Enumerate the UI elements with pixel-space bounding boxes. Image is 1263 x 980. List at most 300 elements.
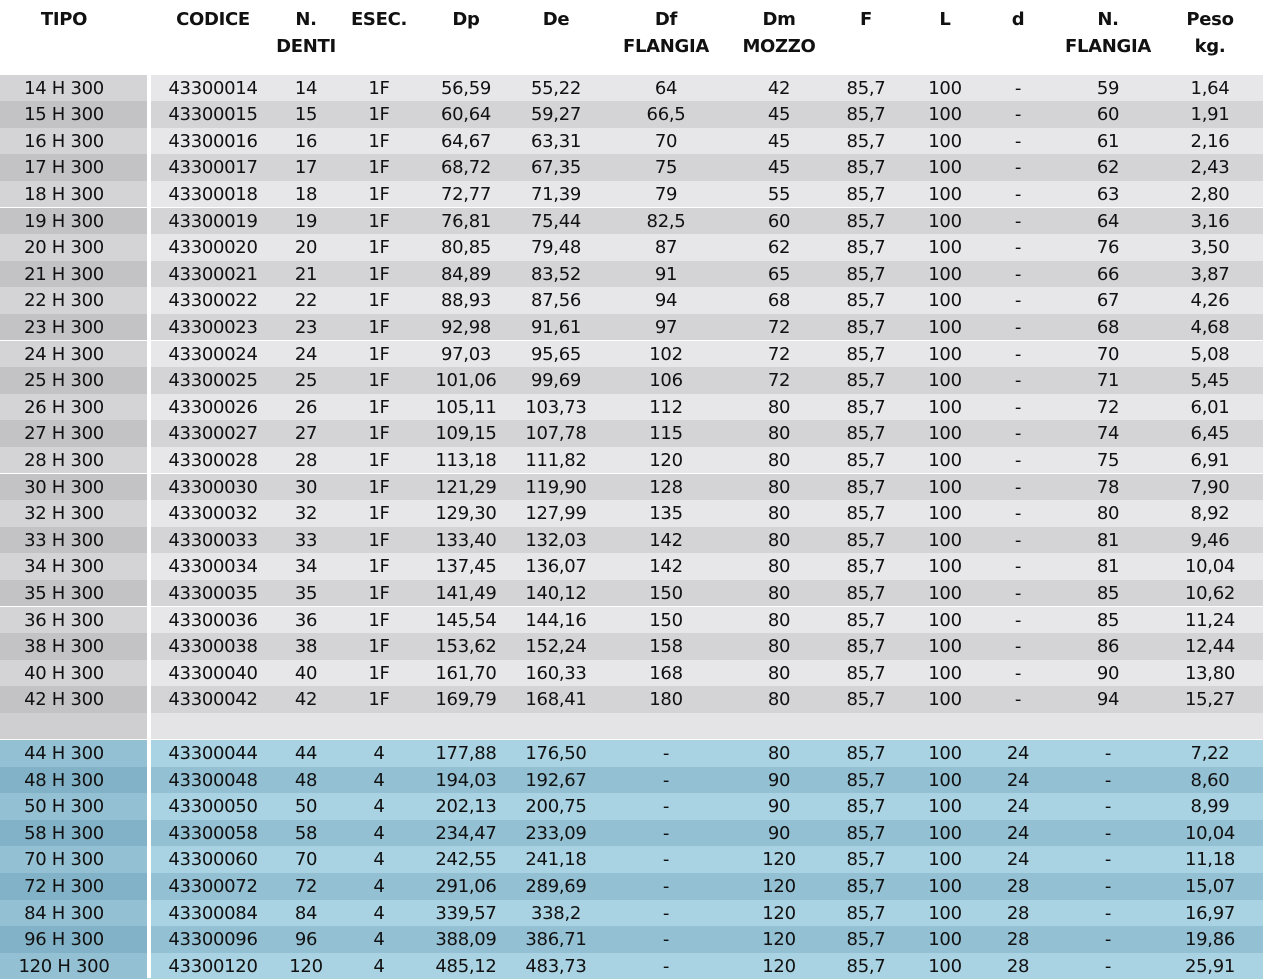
cell-peso: 3,50: [1190, 237, 1230, 259]
cell-n-denti: 23: [294, 316, 318, 338]
cell-tipo: 19 H 300: [24, 210, 104, 232]
cell-dp: 485,12: [435, 955, 497, 977]
cell-d: -: [1014, 449, 1022, 471]
cell-df-flangia: 66,5: [646, 104, 686, 126]
cell-de: 95,65: [530, 343, 582, 365]
cell-df-flangia: 180: [649, 689, 683, 711]
cell-n-flangia: 63: [1096, 183, 1120, 205]
cell-f: 85,7: [846, 157, 886, 179]
table-row: [0, 234, 1263, 261]
cell-codice: 43300072: [168, 876, 258, 897]
cell-de: 386,71: [525, 929, 587, 951]
cell-peso: 6,01: [1190, 396, 1230, 418]
cell-n-flangia: 90: [1096, 662, 1120, 684]
cell-n-denti: 42: [294, 689, 318, 711]
cell-tipo: 24 H 300: [24, 343, 104, 365]
cell-l: 100: [928, 743, 962, 764]
cell-esec: 4: [373, 955, 385, 977]
cell-d: -: [1014, 290, 1022, 312]
table-row: [0, 75, 1263, 102]
cell-n-flangia: 59: [1096, 77, 1120, 99]
cell-esec: 1F: [368, 689, 390, 711]
cell-codice: 43300030: [168, 476, 258, 498]
cell-n-denti: 17: [294, 157, 318, 179]
table-row: [0, 128, 1263, 155]
cell-df-flangia: -: [662, 849, 670, 871]
cell-d: 28: [1006, 929, 1030, 951]
cell-codice: 43300028: [168, 449, 258, 471]
cell-n-denti: 120: [289, 955, 323, 977]
cell-n-flangia: 78: [1096, 476, 1120, 498]
cell-esec: 4: [373, 849, 385, 871]
cell-esec: 4: [373, 796, 385, 818]
cell-peso: 16,97: [1184, 902, 1236, 924]
cell-esec: 1F: [368, 476, 390, 498]
cell-dm-mozzo: 120: [762, 929, 796, 951]
table-row: [0, 820, 1263, 847]
cell-n-denti: 15: [294, 104, 318, 126]
cell-n-flangia: 81: [1096, 529, 1120, 551]
header-n-flangia: N. FLANGIA: [1064, 9, 1152, 57]
cell-tipo: 72 H 300: [24, 876, 104, 897]
cell-l: 100: [928, 796, 962, 818]
cell-de: 140,12: [525, 582, 587, 604]
cell-df-flangia: 150: [649, 609, 683, 631]
cell-peso: 5,45: [1190, 370, 1230, 392]
cell-dm-mozzo: 120: [762, 902, 796, 924]
cell-df-flangia: -: [662, 902, 670, 924]
cell-n-flangia: -: [1104, 955, 1112, 977]
table-row: [0, 447, 1263, 474]
cell-de: 289,69: [525, 876, 587, 897]
cell-n-denti: 72: [294, 876, 318, 897]
cell-tipo: 28 H 300: [24, 449, 104, 471]
cell-l: 100: [928, 849, 962, 871]
cell-df-flangia: 87: [654, 237, 678, 259]
cell-de: 91,61: [530, 316, 582, 338]
cell-n-denti: 26: [294, 396, 318, 418]
cell-tipo: 34 H 300: [24, 556, 104, 578]
cell-de: 160,33: [525, 662, 587, 684]
cell-dp: 141,49: [435, 582, 497, 604]
table-row: [0, 181, 1263, 208]
cell-n-flangia: 61: [1096, 130, 1120, 152]
cell-n-flangia: 76: [1096, 237, 1120, 259]
cell-l: 100: [928, 476, 962, 498]
cell-f: 85,7: [846, 449, 886, 471]
cell-n-flangia: 94: [1096, 689, 1120, 711]
cell-tipo: 27 H 300: [24, 423, 104, 445]
cell-n-denti: 35: [294, 582, 318, 604]
header-dm-mozzo: Dm MOZZO: [742, 9, 816, 57]
cell-peso: 11,18: [1184, 849, 1236, 871]
cell-dm-mozzo: 80: [767, 476, 791, 498]
cell-dm-mozzo: 120: [762, 955, 796, 977]
cell-dm-mozzo: 80: [767, 529, 791, 551]
cell-de: 200,75: [525, 796, 587, 818]
cell-peso: 8,99: [1190, 796, 1230, 818]
cell-de: 111,82: [525, 449, 587, 471]
cell-l: 100: [928, 556, 962, 578]
cell-peso: 19,86: [1184, 929, 1236, 951]
cell-dp: 133,40: [435, 529, 497, 551]
cell-peso: 2,80: [1190, 183, 1230, 205]
cell-n-flangia: 81: [1096, 556, 1120, 578]
cell-tipo: 50 H 300: [24, 796, 104, 818]
cell-df-flangia: 150: [649, 582, 683, 604]
cell-d: -: [1014, 423, 1022, 445]
cell-peso: 7,90: [1190, 476, 1230, 498]
cell-n-flangia: 74: [1096, 423, 1120, 445]
cell-d: -: [1014, 476, 1022, 498]
cell-df-flangia: 142: [649, 556, 683, 578]
cell-n-flangia: -: [1104, 769, 1112, 791]
cell-dp: 129,30: [435, 503, 497, 525]
cell-dp: 145,54: [435, 609, 497, 631]
cell-n-flangia: 85: [1096, 609, 1120, 631]
cell-tipo: 21 H 300: [24, 263, 104, 285]
cell-tipo: 26 H 300: [24, 396, 104, 418]
cell-n-flangia: 60: [1096, 104, 1120, 126]
cell-n-denti: 21: [294, 263, 318, 285]
cell-dm-mozzo: 80: [767, 689, 791, 711]
cell-esec: 4: [373, 929, 385, 951]
cell-f: 85,7: [846, 955, 886, 977]
cell-n-denti: 70: [294, 849, 318, 871]
table-row: [0, 314, 1263, 341]
cell-d: 28: [1006, 955, 1030, 977]
cell-peso: 4,26: [1190, 290, 1230, 312]
cell-dm-mozzo: 80: [767, 556, 791, 578]
cell-l: 100: [928, 157, 962, 179]
cell-l: 100: [928, 370, 962, 392]
header-d: d: [1011, 9, 1025, 30]
cell-l: 100: [928, 529, 962, 551]
cell-peso: 8,60: [1190, 769, 1230, 791]
cell-f: 85,7: [846, 77, 886, 99]
cell-f: 85,7: [846, 929, 886, 951]
cell-f: 85,7: [846, 556, 886, 578]
cell-dm-mozzo: 45: [767, 104, 791, 126]
cell-df-flangia: 97: [654, 316, 678, 338]
cell-l: 100: [928, 104, 962, 126]
table-row: [0, 261, 1263, 288]
header-f: F: [860, 9, 872, 30]
cell-dm-mozzo: 80: [767, 662, 791, 684]
cell-dm-mozzo: 80: [767, 609, 791, 631]
header-tipo: TIPO: [40, 9, 88, 30]
cell-dm-mozzo: 90: [767, 822, 791, 844]
cell-l: 100: [928, 689, 962, 711]
cell-de: 71,39: [530, 183, 582, 205]
column-divider: [147, 70, 151, 978]
cell-codice: 43300021: [168, 263, 258, 285]
cell-n-denti: 16: [294, 130, 318, 152]
cell-de: 136,07: [525, 556, 587, 578]
cell-de: 132,03: [525, 529, 587, 551]
cell-d: -: [1014, 662, 1022, 684]
cell-dp: 80,85: [440, 237, 492, 259]
cell-tipo: 32 H 300: [24, 503, 104, 525]
cell-d: 24: [1006, 849, 1030, 871]
cell-tipo: 25 H 300: [24, 370, 104, 392]
cell-d: 24: [1006, 822, 1030, 844]
section-separator: [0, 713, 1263, 740]
cell-df-flangia: 102: [649, 343, 683, 365]
cell-tipo: 38 H 300: [24, 636, 104, 658]
cell-d: -: [1014, 609, 1022, 631]
table-row: [0, 846, 1263, 873]
cell-n-denti: 33: [294, 529, 318, 551]
cell-f: 85,7: [846, 609, 886, 631]
cell-l: 100: [928, 503, 962, 525]
cell-dm-mozzo: 120: [762, 849, 796, 871]
cell-df-flangia: 120: [649, 449, 683, 471]
table-row: [0, 580, 1263, 607]
cell-de: 55,22: [530, 77, 582, 99]
cell-esec: 1F: [368, 210, 390, 232]
cell-n-flangia: 86: [1096, 636, 1120, 658]
cell-l: 100: [928, 876, 962, 897]
cell-f: 85,7: [846, 370, 886, 392]
cell-l: 100: [928, 902, 962, 924]
cell-n-denti: 36: [294, 609, 318, 631]
cell-esec: 1F: [368, 449, 390, 471]
cell-de: 59,27: [530, 104, 582, 126]
table-row: [0, 740, 1263, 767]
cell-tipo: 30 H 300: [24, 476, 104, 498]
cell-dm-mozzo: 72: [767, 370, 791, 392]
header-esec: ESEC.: [350, 9, 408, 30]
cell-n-denti: 25: [294, 370, 318, 392]
cell-d: -: [1014, 582, 1022, 604]
cell-codice: 43300016: [168, 130, 258, 152]
cell-codice: 43300024: [168, 343, 258, 365]
cell-tipo: 35 H 300: [24, 582, 104, 604]
cell-n-flangia: -: [1104, 929, 1112, 951]
cell-l: 100: [928, 423, 962, 445]
cell-de: 168,41: [525, 689, 587, 711]
cell-codice: 43300044: [168, 743, 258, 764]
cell-df-flangia: 70: [654, 130, 678, 152]
cell-l: 100: [928, 77, 962, 99]
cell-n-denti: 58: [294, 822, 318, 844]
cell-n-flangia: 68: [1096, 316, 1120, 338]
table-row: [0, 926, 1263, 953]
cell-dm-mozzo: 90: [767, 796, 791, 818]
cell-n-denti: 19: [294, 210, 318, 232]
cell-n-denti: 40: [294, 662, 318, 684]
cell-de: 176,50: [525, 743, 587, 764]
cell-dm-mozzo: 72: [767, 343, 791, 365]
cell-peso: 11,24: [1184, 609, 1236, 631]
cell-esec: 1F: [368, 503, 390, 525]
cell-esec: 1F: [368, 636, 390, 658]
table-row: [0, 474, 1263, 501]
header-n-denti: N. DENTI: [276, 9, 336, 57]
cell-peso: 1,64: [1190, 77, 1230, 99]
cell-dp: 121,29: [435, 476, 497, 498]
cell-dp: 194,03: [435, 769, 497, 791]
cell-dp: 153,62: [435, 636, 497, 658]
cell-codice: 43300019: [168, 210, 258, 232]
cell-esec: 1F: [368, 183, 390, 205]
cell-de: 75,44: [530, 210, 582, 232]
cell-dm-mozzo: 72: [767, 316, 791, 338]
cell-dp: 64,67: [440, 130, 492, 152]
cell-de: 241,18: [525, 849, 587, 871]
cell-n-flangia: 85: [1096, 582, 1120, 604]
cell-d: 28: [1006, 876, 1030, 897]
cell-codice: 43300026: [168, 396, 258, 418]
cell-dm-mozzo: 80: [767, 449, 791, 471]
cell-f: 85,7: [846, 582, 886, 604]
cell-dp: 388,09: [435, 929, 497, 951]
cell-l: 100: [928, 263, 962, 285]
cell-esec: 1F: [368, 290, 390, 312]
cell-l: 100: [928, 130, 962, 152]
cell-esec: 1F: [368, 316, 390, 338]
cell-codice: 43300018: [168, 183, 258, 205]
cell-d: -: [1014, 689, 1022, 711]
header-codice: CODICE: [176, 9, 250, 30]
cell-esec: 1F: [368, 263, 390, 285]
table-row: [0, 953, 1263, 980]
cell-dp: 169,79: [435, 689, 497, 711]
cell-peso: 25,91: [1184, 955, 1236, 977]
cell-n-denti: 14: [294, 77, 318, 99]
cell-tipo: 33 H 300: [24, 529, 104, 551]
cell-dp: 202,13: [435, 796, 497, 818]
cell-codice: 43300042: [168, 689, 258, 711]
header-l: L: [939, 9, 951, 30]
cell-codice: 43300020: [168, 237, 258, 259]
cell-dp: 339,57: [435, 902, 497, 924]
cell-peso: 6,91: [1190, 449, 1230, 471]
cell-l: 100: [928, 237, 962, 259]
cell-n-denti: 32: [294, 503, 318, 525]
cell-codice: 43300060: [168, 849, 258, 871]
cell-dp: 161,70: [435, 662, 497, 684]
cell-peso: 3,87: [1190, 263, 1230, 285]
cell-n-flangia: 70: [1096, 343, 1120, 365]
cell-esec: 4: [373, 769, 385, 791]
header-dp: Dp: [452, 9, 480, 30]
table-row: [0, 341, 1263, 368]
cell-d: -: [1014, 77, 1022, 99]
cell-df-flangia: -: [662, 796, 670, 818]
cell-dm-mozzo: 65: [767, 263, 791, 285]
cell-n-denti: 28: [294, 449, 318, 471]
cell-codice: 43300033: [168, 529, 258, 551]
cell-dp: 242,55: [435, 849, 497, 871]
cell-d: -: [1014, 237, 1022, 259]
cell-f: 85,7: [846, 529, 886, 551]
table-row: [0, 767, 1263, 794]
cell-f: 85,7: [846, 689, 886, 711]
table-row: [0, 287, 1263, 314]
cell-de: 192,67: [525, 769, 587, 791]
cell-df-flangia: 106: [649, 370, 683, 392]
cell-esec: 1F: [368, 130, 390, 152]
cell-f: 85,7: [846, 423, 886, 445]
cell-esec: 4: [373, 822, 385, 844]
cell-tipo: 44 H 300: [24, 743, 104, 764]
cell-de: 119,90: [525, 476, 587, 498]
cell-d: 24: [1006, 743, 1030, 764]
cell-esec: 1F: [368, 370, 390, 392]
cell-l: 100: [928, 343, 962, 365]
cell-f: 85,7: [846, 662, 886, 684]
cell-l: 100: [928, 183, 962, 205]
cell-dp: 60,64: [440, 104, 492, 126]
cell-tipo: 58 H 300: [24, 822, 104, 844]
cell-n-flangia: -: [1104, 876, 1112, 897]
cell-df-flangia: 82,5: [646, 210, 686, 232]
cell-tipo: 120 H 300: [18, 955, 110, 977]
cell-tipo: 23 H 300: [24, 316, 104, 338]
table-row: [0, 101, 1263, 128]
cell-f: 85,7: [846, 743, 886, 764]
cell-f: 85,7: [846, 396, 886, 418]
cell-peso: 13,80: [1184, 662, 1236, 684]
cell-d: -: [1014, 396, 1022, 418]
cell-dm-mozzo: 80: [767, 743, 791, 764]
cell-de: 79,48: [530, 237, 582, 259]
cell-de: 99,69: [530, 370, 582, 392]
cell-d: -: [1014, 183, 1022, 205]
cell-n-flangia: 75: [1096, 449, 1120, 471]
cell-d: -: [1014, 343, 1022, 365]
cell-df-flangia: 158: [649, 636, 683, 658]
cell-df-flangia: -: [662, 929, 670, 951]
table-row: [0, 500, 1263, 527]
cell-codice: 43300022: [168, 290, 258, 312]
cell-peso: 15,07: [1184, 876, 1236, 897]
cell-dp: 88,93: [440, 290, 492, 312]
cell-tipo: 17 H 300: [24, 157, 104, 179]
cell-l: 100: [928, 822, 962, 844]
cell-codice: 43300084: [168, 902, 258, 924]
cell-tipo: 22 H 300: [24, 290, 104, 312]
cell-dm-mozzo: 55: [767, 183, 791, 205]
table-row: [0, 394, 1263, 421]
cell-df-flangia: -: [662, 955, 670, 977]
cell-codice: 43300035: [168, 582, 258, 604]
cell-d: -: [1014, 636, 1022, 658]
cell-peso: 7,22: [1190, 743, 1230, 764]
table-row: [0, 793, 1263, 820]
cell-d: -: [1014, 263, 1022, 285]
cell-esec: 1F: [368, 157, 390, 179]
cell-peso: 3,16: [1190, 210, 1230, 232]
cell-df-flangia: -: [662, 769, 670, 791]
cell-codice: 43300027: [168, 423, 258, 445]
cell-l: 100: [928, 769, 962, 791]
table-row: [0, 900, 1263, 927]
cell-l: 100: [928, 316, 962, 338]
cell-de: 107,78: [525, 423, 587, 445]
cell-esec: 4: [373, 743, 385, 764]
cell-codice: 43300036: [168, 609, 258, 631]
cell-codice: 43300017: [168, 157, 258, 179]
cell-tipo: 84 H 300: [24, 902, 104, 924]
cell-df-flangia: -: [662, 822, 670, 844]
cell-dm-mozzo: 80: [767, 423, 791, 445]
cell-n-denti: 34: [294, 556, 318, 578]
table-row: [0, 686, 1263, 713]
cell-dp: 113,18: [435, 449, 497, 471]
